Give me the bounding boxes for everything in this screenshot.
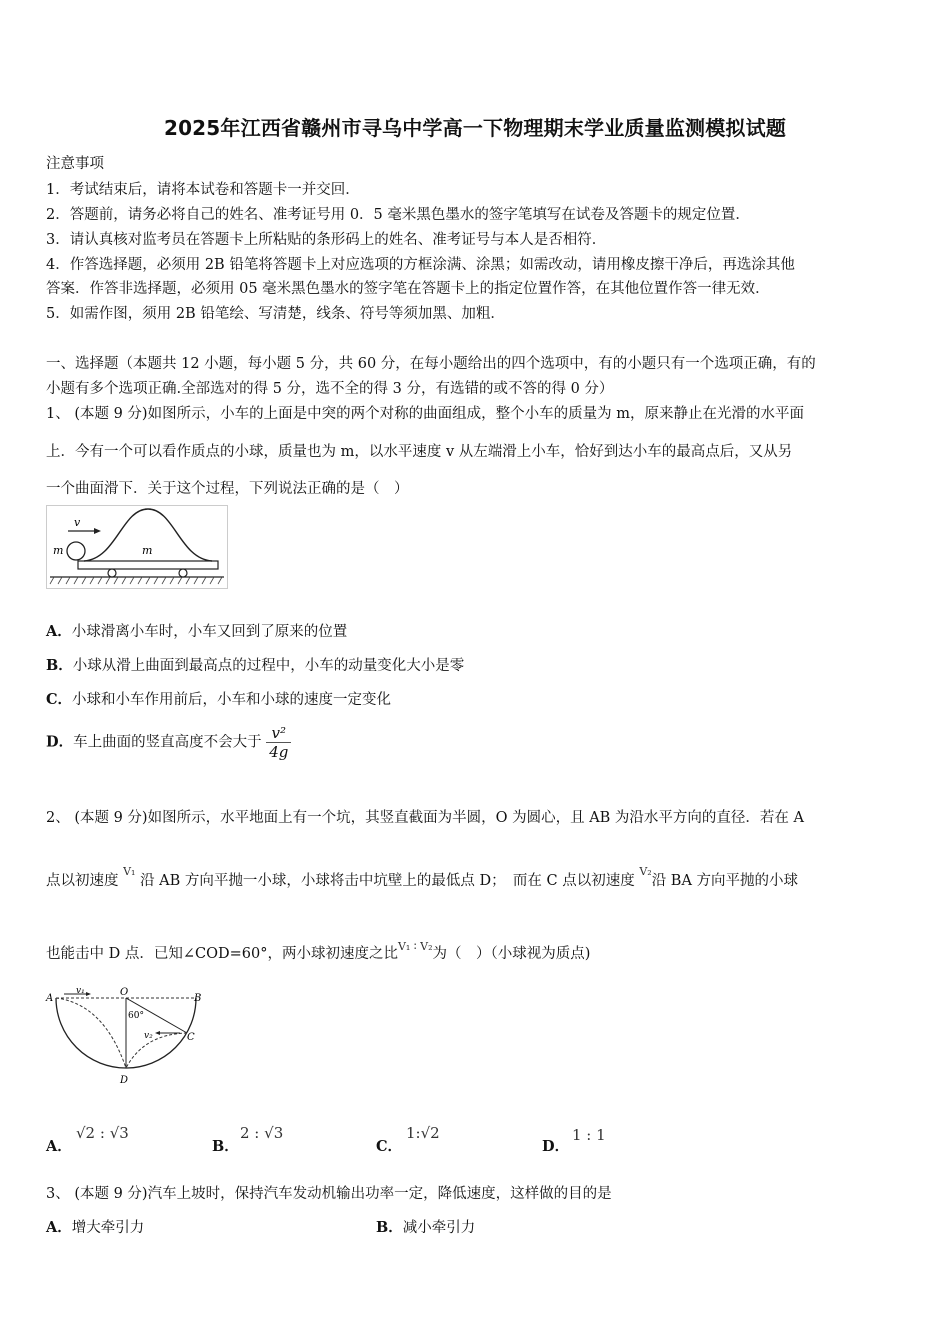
option-text: 小球滑离小车时，小车又回到了原来的位置 bbox=[71, 624, 348, 640]
question-1-text: 一个曲面滑下．关于这个过程，下列说法正确的是（ ） bbox=[46, 481, 409, 497]
option-a[interactable] bbox=[46, 1216, 144, 1237]
question-2-text: 2、 (本题 9 分)如图所示，水平地面上有一个坑，其竖直截面为半圆，O 为圆心，且 AB 为沿水平方向的直径．若在 A bbox=[46, 810, 805, 826]
point-a-label: A bbox=[46, 993, 54, 1004]
v1-symbol: V₁ bbox=[123, 865, 136, 878]
point-o-label: O bbox=[120, 987, 129, 998]
option-d[interactable] bbox=[542, 1135, 569, 1156]
v2-symbol: V₂ bbox=[639, 865, 652, 878]
option-label: A． bbox=[46, 1138, 72, 1155]
text-fragment: 点以初速度 bbox=[46, 873, 119, 889]
option-text: 车上曲面的竖直高度不会大于 bbox=[73, 734, 262, 751]
option-label: B． bbox=[376, 1219, 403, 1236]
notice-item: 1．考试结束后，请将本试卷和答题卡一并交回． bbox=[46, 182, 360, 198]
option-d[interactable] bbox=[46, 724, 291, 761]
option-label: B． bbox=[212, 1138, 239, 1155]
fraction-denominator: 4g bbox=[269, 743, 289, 761]
notice-item: 5．如需作图，须用 2B 铅笔绘、写清楚，线条、符号等须加黑、加粗． bbox=[46, 306, 505, 322]
option-label: D． bbox=[542, 1138, 570, 1155]
ratio-symbol: V₁ ∶ V₂ bbox=[397, 940, 433, 953]
notice-item: 4．作答选择题，必须用 2B 铅笔将答题卡上对应选项的方框涂满、涂黑；如需改动，请用橡皮擦干净后，再选涂其他 bbox=[46, 257, 795, 273]
option-b[interactable] bbox=[376, 1216, 475, 1237]
option-a[interactable] bbox=[46, 620, 347, 641]
option-b[interactable] bbox=[212, 1135, 239, 1156]
option-label: C． bbox=[46, 691, 73, 708]
pit-figure bbox=[44, 984, 214, 1090]
cart-mass-label: m bbox=[142, 544, 153, 557]
cart-figure bbox=[46, 505, 228, 589]
section-heading: 一、选择题（本题共 12 小题，每小题 5 分，共 60 分，在每小题给出的四个选项中，有的小题只有一个选项正确，有的 bbox=[46, 356, 816, 372]
option-label: A． bbox=[46, 623, 72, 640]
option-label: B． bbox=[46, 657, 73, 674]
option-c[interactable] bbox=[376, 1135, 402, 1156]
option-text: 小球和小车作用前后，小车和小球的速度一定变化 bbox=[72, 692, 392, 708]
ball-mass-label: m bbox=[53, 544, 64, 557]
velocity-label: v bbox=[74, 516, 81, 529]
option-label: D． bbox=[46, 733, 74, 751]
point-c-label: C bbox=[187, 1032, 195, 1043]
notice-heading: 注意事项 bbox=[46, 156, 104, 172]
angle-label: 60° bbox=[128, 1011, 144, 1021]
text-fragment: 为（ ）（小球视为质点) bbox=[432, 946, 591, 962]
question-1-text: 上．今有一个可以看作质点的小球，质量也为 m，以水平速度 v 从左端滑上小车，恰好到达小车的最高点后，又从另 bbox=[46, 444, 793, 460]
v1-label: v₁ bbox=[76, 986, 85, 996]
notice-item: 答案．作答非选择题，必须用 05 毫米黑色墨水的签字笔在答题卡上的指定位置作答，在其他位置作答一律无效． bbox=[46, 281, 770, 297]
point-b-label: B bbox=[194, 993, 202, 1004]
notice-item: 2．答题前，请务必将自己的姓名、准考证号用 0．5 毫米黑色墨水的签字笔填写在试卷及答题卡的规定位置． bbox=[46, 207, 750, 223]
option-d-value: 1 : 1 bbox=[572, 1126, 606, 1144]
option-c[interactable] bbox=[46, 688, 391, 709]
notice-item: 3．请认真核对监考员在答题卡上所粘贴的条形码上的姓名、准考证号与本人是否相符． bbox=[46, 232, 607, 248]
question-1-text: 1、 (本题 9 分)如图所示，小车的上面是中突的两个对称的曲面组成，整个小车的质量为 m，原来静止在光滑的水平面 bbox=[46, 406, 804, 422]
option-text: 减小牵引力 bbox=[402, 1220, 476, 1236]
option-a[interactable] bbox=[46, 1135, 72, 1156]
v2-label: v₂ bbox=[144, 1031, 153, 1041]
point-d-label: D bbox=[120, 1075, 129, 1086]
question-2-text bbox=[46, 942, 590, 963]
text-fragment: 沿 AB 方向平抛一小球，小球将击中坑壁上的最低点 D； 而在 C 点以初速度 bbox=[140, 873, 635, 889]
text-fragment: 沿 BA 方向平抛的小球 bbox=[651, 873, 799, 889]
question-3-text: 3、 (本题 9 分)汽车上坡时，保持汽车发动机输出功率一定，降低速度，这样做的目的是 bbox=[46, 1186, 612, 1202]
option-b[interactable] bbox=[46, 654, 464, 675]
option-label: C． bbox=[376, 1138, 403, 1155]
option-a-value: √2 : √3 bbox=[76, 1124, 129, 1142]
option-c-value: 1:√2 bbox=[406, 1124, 440, 1142]
option-text: 小球从滑上曲面到最高点的过程中，小车的动量变化大小是零 bbox=[72, 658, 465, 674]
question-2-text bbox=[46, 865, 799, 890]
text-fragment: 也能击中 D 点．已知∠COD=60°，两小球初速度之比 bbox=[46, 946, 398, 962]
option-b-value: 2 : √3 bbox=[240, 1124, 284, 1142]
section-heading-cont: 小题有多个选项正确.全部选对的得 5 分，选不全的得 3 分，有选错的或不答的得 0 分） bbox=[46, 381, 614, 397]
option-label: A． bbox=[46, 1219, 72, 1236]
page-title: 2025年江西省赣州市寻乌中学高一下物理期末学业质量监测模拟试题 bbox=[163, 116, 787, 140]
fraction bbox=[266, 724, 291, 761]
option-text: 增大牵引力 bbox=[71, 1220, 145, 1236]
fraction-numerator: v² bbox=[266, 724, 291, 743]
